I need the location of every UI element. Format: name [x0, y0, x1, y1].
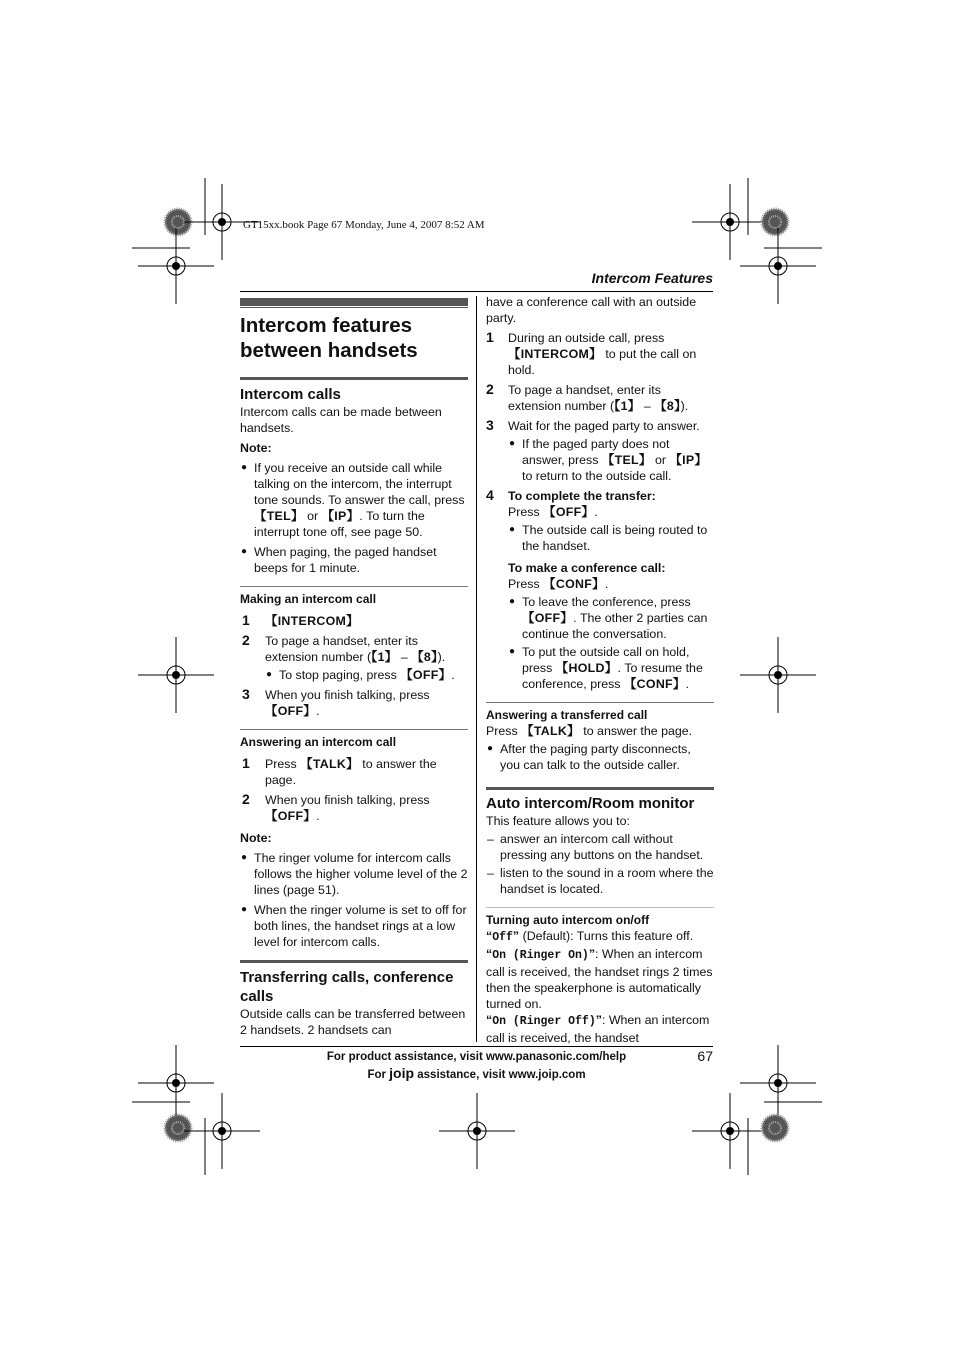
note-label: Note:	[240, 441, 272, 455]
section-heading-intercom-calls: Intercom calls	[240, 386, 341, 403]
bullet-icon: ●	[509, 596, 516, 607]
file-info: GT15xx.book Page 67 Monday, June 4, 2007 8:52 AM	[243, 219, 485, 231]
step-item: 3 When you finish talking, press 【OFF】.	[242, 686, 430, 718]
step-item: 1 During an outside call, press 【INTERCOM】 to put the call on hold.	[486, 329, 697, 377]
bullet-icon: ●	[241, 904, 248, 915]
step-item: 2 To page a handset, enter its extension number (【1】 – 【8】).	[486, 381, 689, 413]
step-item: 2 To page a handset, enter its extension number (【1】 – 【8】).	[242, 632, 446, 664]
column-divider	[476, 296, 477, 1042]
step-bullet: ● To stop paging, press 【OFF】.	[266, 668, 455, 682]
dash-item: – answer an intercom call without pressing any buttons on the handset.	[487, 832, 704, 862]
step-bullet: ● To leave the conference, press 【OFF】. The other 2 parties can continue the conversation.	[509, 595, 708, 641]
header-rule	[240, 291, 713, 292]
bullet-icon: ●	[487, 743, 494, 754]
step-item: 1 【INTERCOM】	[242, 612, 359, 628]
option-on-ringer-off: “On (Ringer Off)”: When an intercom call is received, the handset	[486, 1013, 710, 1045]
page-title: Intercom features between handsets	[240, 314, 418, 362]
bullet-item: ● When the ringer volume is set to off for both lines, the handset rings at a low level for intercom calls.	[241, 903, 467, 949]
key-ip: 【IP】	[321, 509, 360, 523]
bullet-item: ● When paging, the paged handset beeps for 1 minute.	[241, 545, 437, 575]
bullet-item: ● If you receive an outside call while talking on the intercom, the interrupt tone sounds. To answer the call, press 【TEL】 or 【IP】. To turn the interrupt tone off, see page 50.	[241, 461, 465, 539]
page-number: 67	[697, 1048, 713, 1064]
intercom-calls-intro: Intercom calls can be made between handsets.	[240, 405, 442, 435]
option-off: “Off” (Default): Turns this feature off.	[486, 929, 694, 944]
step-item: 4 To complete the transfer: Press 【OFF】.	[486, 487, 656, 519]
auto-intro: This feature allows you to:	[486, 814, 630, 828]
section-heading-auto-intercom: Auto intercom/Room monitor	[486, 795, 695, 812]
footer-line-1: For product assistance, visit www.panasonic.com/help	[326, 1051, 627, 1063]
subheading-turning-auto: Turning auto intercom on/off	[486, 913, 650, 927]
transferring-intro: Outside calls can be transferred between 2 handsets. 2 handsets can	[240, 1007, 466, 1037]
bullet-icon: ●	[266, 669, 273, 680]
section-heading-transferring: Transferring calls, conference calls	[240, 969, 454, 1005]
bullet-icon: ●	[241, 852, 248, 863]
step-item: 2 When you finish talking, press 【OFF】.	[242, 791, 430, 823]
subheading-transferred-call: Answering a transferred call	[486, 708, 648, 722]
subheading-answering-call: Answering an intercom call	[240, 735, 397, 749]
running-header: Intercom Features	[591, 270, 713, 286]
bullet-icon: ●	[509, 438, 516, 449]
transferred-text: Press 【TALK】 to answer the page.	[486, 724, 693, 738]
note-label: Note:	[240, 831, 272, 845]
bullet-icon: ●	[509, 646, 516, 657]
step-bullet: ● If the paged party does not answer, press 【TEL】 or 【IP】 to return to the outside call.	[509, 437, 708, 483]
key-intercom: 【INTERCOM】	[265, 614, 359, 628]
step-bullet: ● The outside call is being routed to the handset.	[509, 523, 708, 553]
bullet-icon: ●	[241, 546, 248, 557]
bullet-icon: ●	[509, 524, 516, 535]
key-tel: 【TEL】	[254, 509, 304, 523]
transferring-continued: have a conference call with an outside party.	[486, 295, 697, 325]
bullet-item: ● The ringer volume for intercom calls follows the higher volume level of the 2 lines (page 51).	[241, 851, 468, 897]
title-bar	[240, 298, 468, 306]
subheading-making-call: Making an intercom call	[240, 592, 377, 606]
left-column	[240, 298, 468, 1038]
footer-rule	[240, 1046, 713, 1047]
bullet-icon: ●	[241, 462, 248, 473]
dash-item: – listen to the sound in a room where the handset is located.	[487, 866, 714, 896]
footer-line-2: For joip assistance, visit www.joip.com	[367, 1065, 586, 1081]
conference-block: To make a conference call: Press 【CONF】.	[508, 561, 666, 591]
joip-logo: joip	[389, 1065, 415, 1081]
footer	[240, 1049, 713, 1083]
step-bullet: ● To put the outside call on hold, press 【HOLD】. To resume the conference, press 【CONF】.	[509, 645, 703, 691]
bullet-item: ● After the paging party disconnects, you can talk to the outside caller.	[487, 742, 691, 772]
right-column	[486, 294, 714, 1046]
step-item: 1 Press 【TALK】 to answer the page.	[242, 755, 437, 787]
option-on-ringer-on: “On (Ringer On)”: When an intercom call is received, the handset rings 2 times then the speakerphone is automatically turned on.	[486, 947, 713, 1011]
step-item: 3 Wait for the paged party to answer.	[486, 417, 700, 433]
